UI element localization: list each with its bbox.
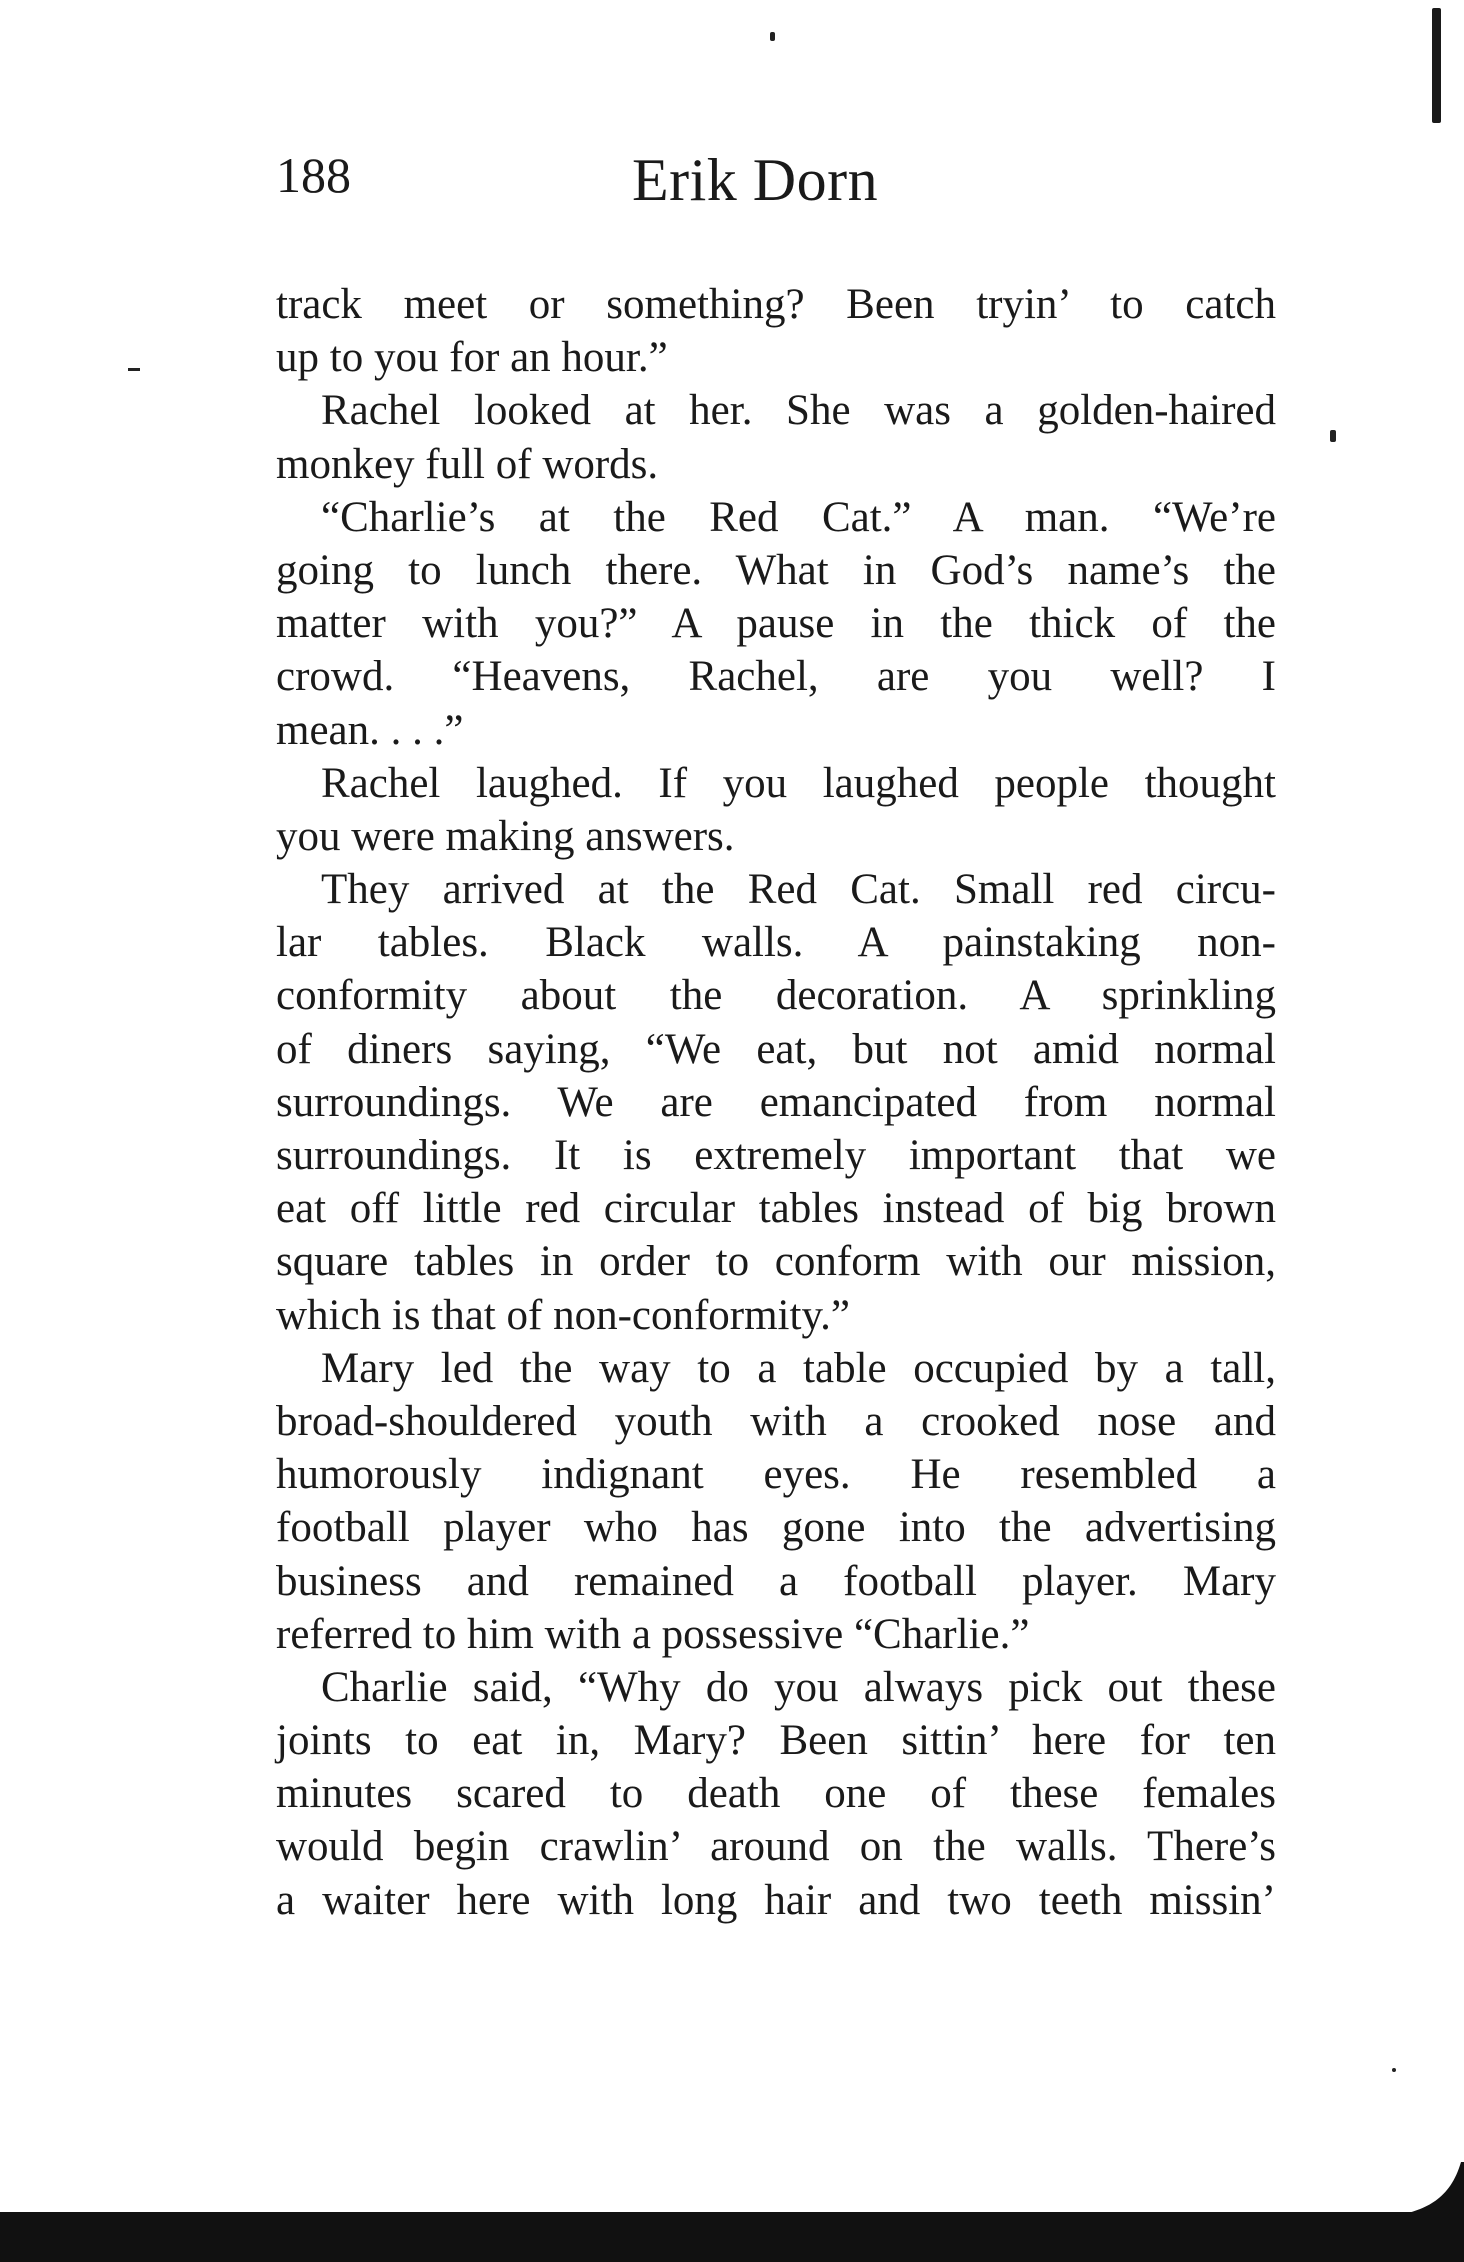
text-line: referred to him with a possessive “Charlie.” — [276, 1610, 1030, 1658]
text-line: track meet or something? Been tryin’ to catch — [276, 281, 1276, 328]
text-line: crowd. “Heavens, Rachel, are you well? I — [276, 653, 1276, 701]
text-line: mean. . . .” — [276, 706, 464, 754]
text-line: which is that of non-conformity.” — [276, 1291, 850, 1339]
scan-bottom-edge — [0, 2212, 1464, 2262]
text-line: surroundings. We are emancipated from normal — [276, 1078, 1276, 1126]
text-line: Charlie said, “Why do you always pick out these — [321, 1663, 1276, 1711]
text-line: They arrived at the Red Cat. Small red circu- — [321, 866, 1276, 914]
text-line: Rachel laughed. If you laughed people thought — [321, 759, 1276, 807]
text-line: would begin crawlin’ around on the walls. There’s — [276, 1823, 1276, 1871]
scan-speck — [1392, 2068, 1396, 2072]
scan-page-curl — [1395, 2160, 1464, 2220]
text-line: eat off little red circular tables instead of big brown — [276, 1185, 1276, 1233]
text-line: a waiter here with long hair and two teeth missin’ — [276, 1876, 1276, 1924]
text-line: conformity about the decoration. A sprinkling — [276, 972, 1276, 1020]
text-line: surroundings. It is extremely important that we — [276, 1132, 1276, 1179]
text-line: up to you for an hour.” — [276, 334, 668, 382]
text-line: minutes scared to death one of these females — [276, 1770, 1276, 1818]
text-line: joints to eat in, Mary? Been sittin’ here for ten — [276, 1717, 1276, 1765]
text-line: monkey full of words. — [276, 440, 659, 488]
scan-speck — [1330, 430, 1336, 442]
running-title: Erik Dorn — [632, 147, 879, 213]
scan-edge-mark — [1432, 8, 1441, 123]
scan-speck — [770, 32, 775, 41]
text-line: humorously indignant eyes. He resembled a — [276, 1451, 1276, 1499]
page-number: 188 — [276, 147, 351, 203]
text-line: football player who has gone into the advertising — [276, 1504, 1276, 1552]
text-line: Rachel looked at her. She was a golden-haired — [321, 387, 1276, 435]
text-line: of diners saying, “We eat, but not amid normal — [276, 1025, 1276, 1073]
text-line: “Charlie’s at the Red Cat.” A man. “We’re — [321, 493, 1276, 541]
text-line: broad-shouldered youth with a crooked nose and — [276, 1397, 1276, 1445]
text-line: going to lunch there. What in God’s name’s the — [276, 546, 1276, 594]
text-line: matter with you?” A pause in the thick of the — [276, 600, 1276, 648]
text-line: business and remained a football player. Mary — [276, 1557, 1276, 1605]
text-line: lar tables. Black walls. A painstaking non- — [276, 919, 1276, 967]
scan-speck — [128, 368, 140, 371]
body-text — [276, 278, 1276, 1927]
text-line: square tables in order to conform with our mission, — [276, 1238, 1276, 1286]
text-line: Mary led the way to a table occupied by a tall, — [321, 1344, 1276, 1392]
text-line: you were making answers. — [276, 812, 735, 860]
